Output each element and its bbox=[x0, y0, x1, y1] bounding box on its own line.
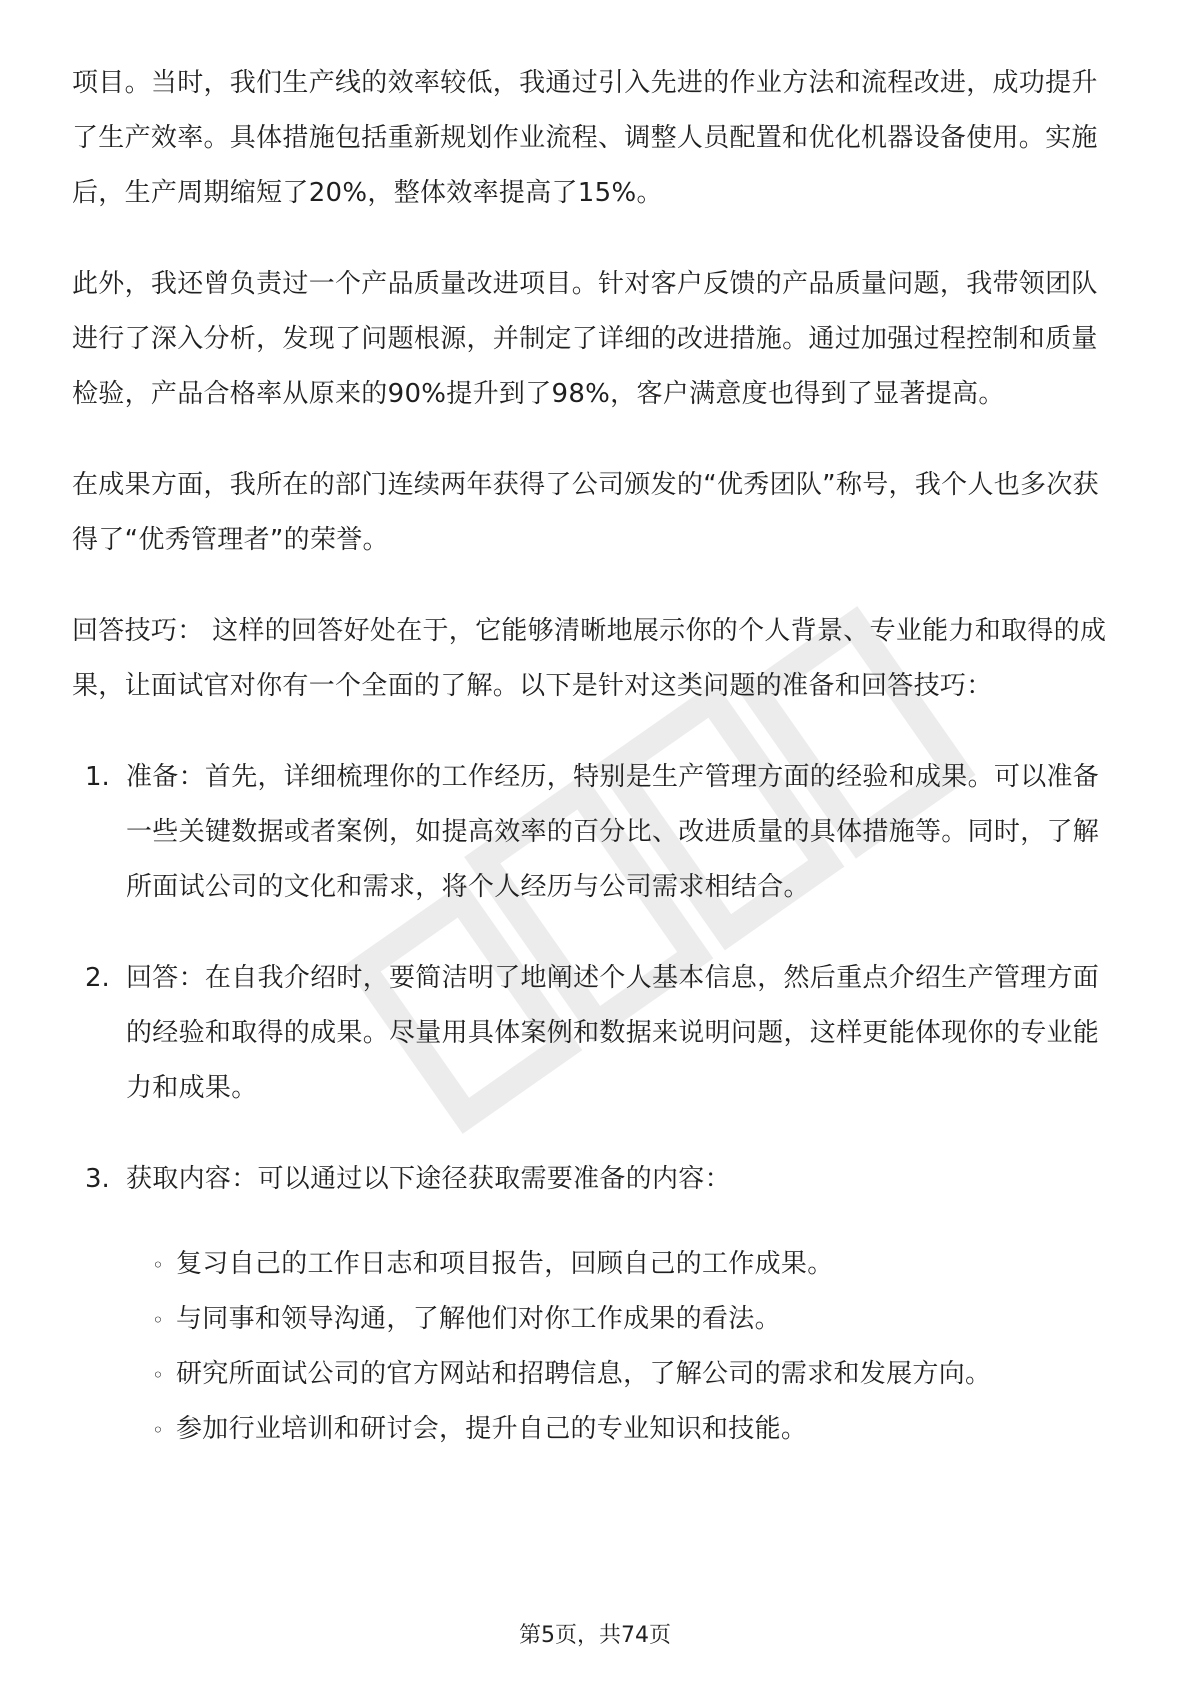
numbered-list bbox=[72, 750, 1122, 1457]
sublist-item bbox=[126, 1402, 1122, 1457]
list-item bbox=[72, 951, 1122, 1116]
list-number: 3. bbox=[85, 1164, 110, 1194]
paragraph-quality-project: 此外，我还曾负责过一个产品质量改进项目。针对客户反馈的产品质量问题，我带领团队进行了深入分析，发现了问题根源，并制定了详细的改进措施。通过加强过程控制和质量检验，产品合格率从原来的90%提升到了98%，客户满意度也得到了显著提高。 bbox=[72, 269, 1098, 409]
list-item-text: 回答：在自我介绍时，要简洁明了地阐述个人基本信息，然后重点介绍生产管理方面的经验和取得的成果。尽量用具体案例和数据来说明问题，这样更能体现你的专业能力和成果。 bbox=[126, 963, 1100, 1103]
paragraph-answer-tips: 回答技巧： 这样的回答好处在于，它能够清晰地展示你的个人背景、专业能力和取得的成果，让面试官对你有一个全面的了解。以下是针对这类问题的准备和回答技巧： bbox=[72, 616, 1107, 701]
page-footer: 第5页，共74页 bbox=[519, 1623, 671, 1648]
sublist-item bbox=[126, 1237, 1122, 1292]
sublist-item bbox=[126, 1292, 1122, 1347]
sublist-item bbox=[126, 1347, 1122, 1402]
list-item bbox=[72, 1152, 1122, 1457]
bullet-icon: ◦ bbox=[152, 1363, 165, 1387]
main-content bbox=[72, 56, 1122, 1493]
bullet-sublist bbox=[126, 1237, 1122, 1457]
list-item-text: 获取内容：可以通过以下途径获取需要准备的内容： bbox=[126, 1164, 731, 1194]
bullet-icon: ◦ bbox=[152, 1308, 165, 1332]
sublist-item-text: 参加行业培训和研讨会，提升自己的专业知识和技能。 bbox=[176, 1414, 808, 1444]
paragraph-achievements: 在成果方面，我所在的部门连续两年获得了公司颁发的“优秀团队”称号，我个人也多次获得了“优秀管理者”的荣誉。 bbox=[72, 470, 1099, 555]
bullet-icon: ◦ bbox=[152, 1418, 165, 1442]
list-item bbox=[72, 750, 1122, 915]
sublist-item-text: 复习自己的工作日志和项目报告，回顾自己的工作成果。 bbox=[176, 1249, 834, 1279]
sublist-item-text: 与同事和领导沟通，了解他们对你工作成果的看法。 bbox=[176, 1304, 781, 1334]
sublist-item-text: 研究所面试公司的官方网站和招聘信息，了解公司的需求和发展方向。 bbox=[176, 1359, 992, 1389]
list-number: 1. bbox=[85, 762, 110, 792]
paragraph-intro-project: 项目。当时，我们生产线的效率较低，我通过引入先进的作业方法和流程改进，成功提升了生产效率。具体措施包括重新规划作业流程、调整人员配置和优化机器设备使用。实施后，生产周期缩短了20%，整体效率提高了15%。 bbox=[72, 68, 1098, 208]
list-number: 2. bbox=[85, 963, 110, 993]
list-item-text: 准备：首先，详细梳理你的工作经历，特别是生产管理方面的经验和成果。可以准备一些关键数据或者案例，如提高效率的百分比、改进质量的具体措施等。同时，了解所面试公司的文化和需求，将个人经历与公司需求相结合。 bbox=[126, 762, 1100, 902]
bullet-icon: ◦ bbox=[152, 1253, 165, 1277]
